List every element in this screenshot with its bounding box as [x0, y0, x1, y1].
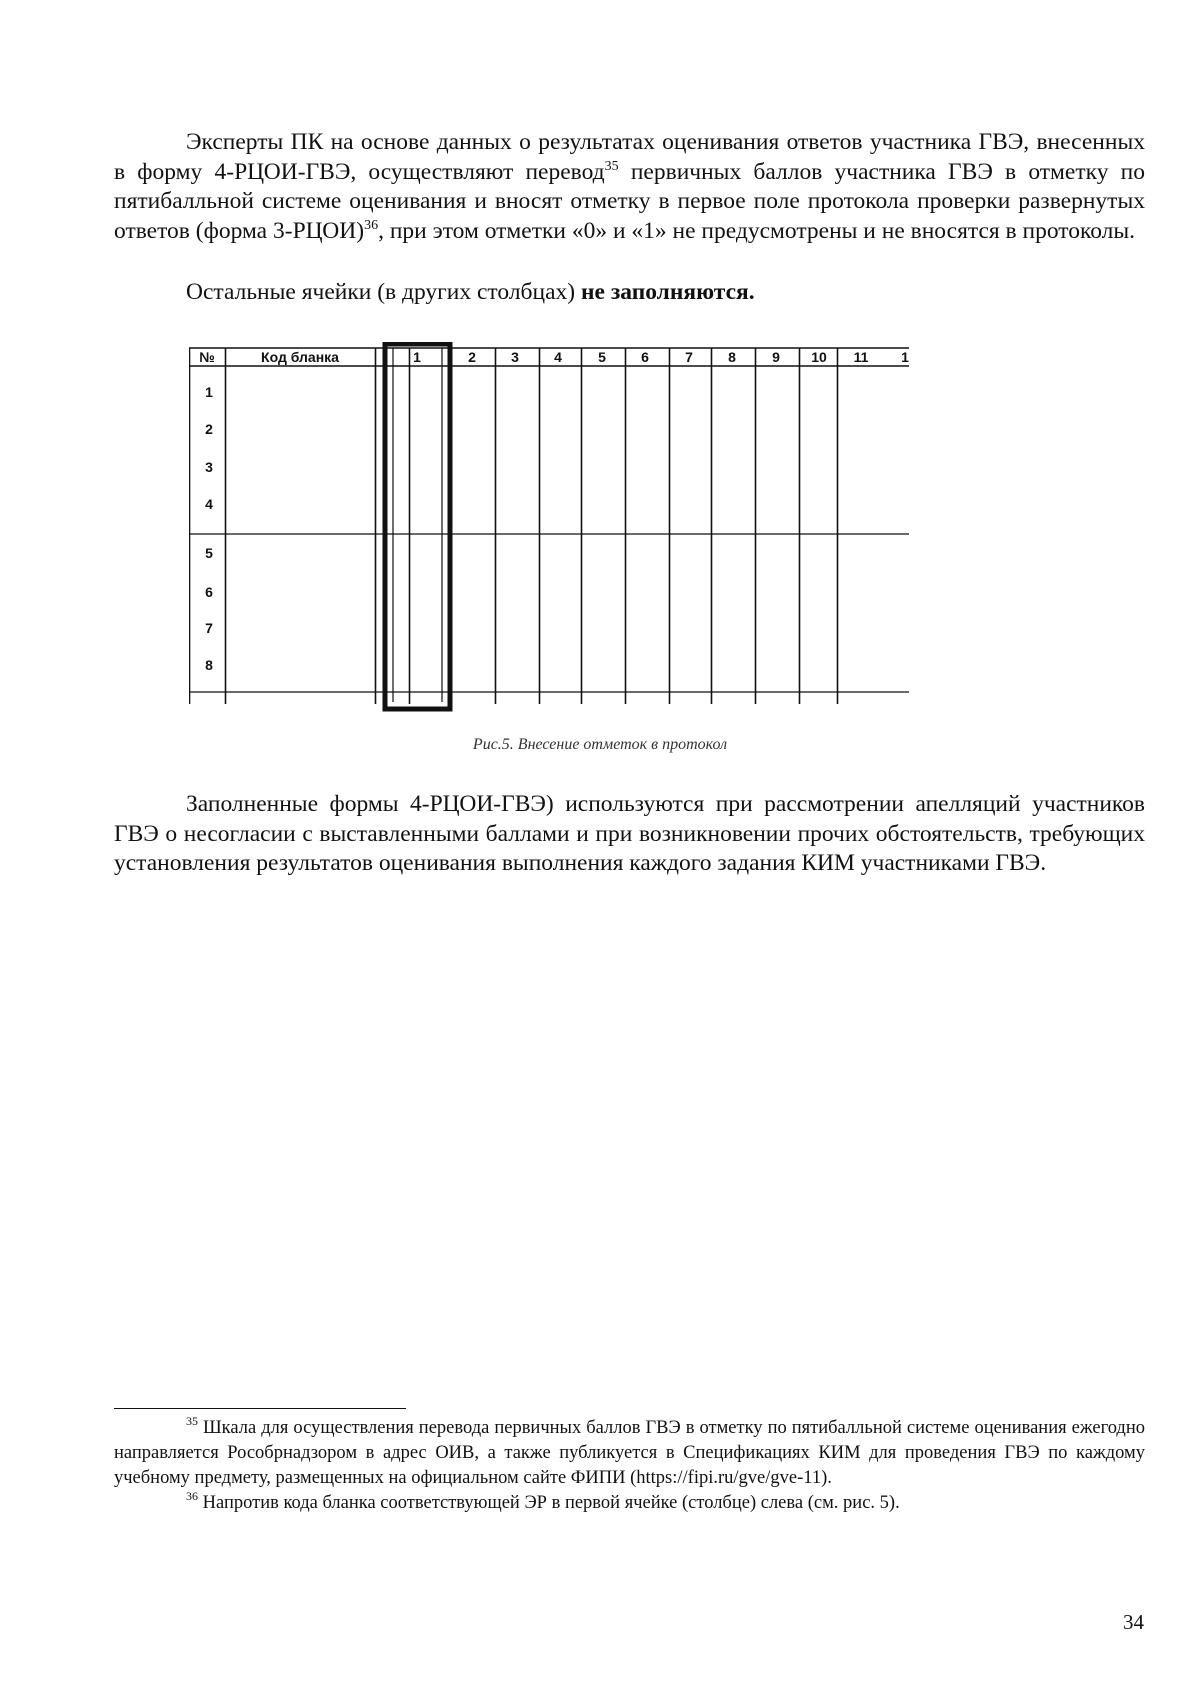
- figure-caption: Рис.5. Внесение отметок в протокол: [472, 736, 728, 753]
- row-number: 2: [205, 421, 213, 437]
- footnote-number: 36: [186, 1489, 198, 1503]
- paragraph-2: [114, 278, 1145, 308]
- row-number: 7: [205, 620, 213, 636]
- row-number: 5: [205, 545, 213, 561]
- paragraph-2-text: Остальные ячейки (в других столбцах): [186, 279, 581, 305]
- paragraph-3-text: Заполненные формы 4-РЦОИ-ГВЭ) используются при рассмотрении апелляций участников ГВЭ о несогласии с выставленными баллами и при возникновении прочих обстоятельств, требующих установления результатов оценивания выполнения каждого задания КИМ участниками ГВЭ.: [114, 791, 1145, 876]
- page-number: 34: [1123, 1610, 1144, 1634]
- column-number: 1: [413, 349, 421, 365]
- paragraph-1-text-a: Эксперты ПК на основе данных о результатах оценивания ответов участника ГВЭ, внесенных в форму 4-РЦОИ-ГВЭ, осуществляют перевод: [114, 129, 1145, 185]
- footnote-ref-35[interactable]: 35: [604, 158, 619, 174]
- footnote-text: Шкала для осуществления перевода первичных баллов ГВЭ в отметку по пятибалльной системе оценивания ежегодно направляется Рособрнадзором в адрес ОИВ, а также публикуется в Спецификациях КИМ для проведения ГВЭ по каждому учебному предмету, размещенных на официальном сайте ФИПИ (https://fipi.ru/gve/gve-11).: [114, 1418, 1145, 1488]
- paragraph-1: [114, 128, 1145, 246]
- table-grid: [189, 344, 909, 709]
- paragraph-1-text-c: , при этом отметки «0» и «1» не предусмотрены и не вносятся в протоколы.: [378, 217, 1136, 244]
- footnote-ref-36[interactable]: 36: [364, 217, 379, 233]
- column-number: 10: [811, 349, 827, 365]
- header-number: №: [199, 349, 215, 365]
- footnote-number: 35: [186, 1414, 198, 1428]
- column-number: 3: [511, 349, 519, 365]
- table-labels: [199, 349, 909, 673]
- column-number: 8: [728, 349, 736, 365]
- footnote-36: [114, 1491, 1145, 1516]
- column-number: 1: [901, 349, 909, 365]
- row-number: 6: [205, 584, 213, 600]
- footnote-35: [114, 1416, 1145, 1491]
- header-blank-code: Код бланка: [261, 349, 339, 365]
- column-number: 11: [853, 349, 869, 365]
- row-number: 3: [205, 459, 213, 475]
- column-number: 2: [468, 349, 476, 365]
- row-number: 1: [205, 384, 213, 400]
- column-number: 6: [641, 349, 649, 365]
- column-number: 9: [772, 349, 780, 365]
- column-number: 4: [554, 349, 562, 365]
- footnotes: [114, 1416, 1145, 1516]
- paragraph-3: [114, 790, 1145, 879]
- row-number: 8: [205, 657, 213, 673]
- column-number: 7: [685, 349, 693, 365]
- paragraph-1-text-b: первичных баллов участника ГВЭ в отметку по пятибалльной системе оценивания и вносят отметку в первое поле протокола проверки развернутых ответов (форма 3-РЦОИ): [114, 158, 1145, 244]
- footnote-separator: [114, 1408, 406, 1409]
- footnote-text: Напротив кода бланка соответствующей ЭР в первой ячейке (столбце) слева (см. рис. 5).: [202, 1493, 900, 1513]
- row-number: 4: [205, 496, 213, 512]
- paragraph-2-bold: не заполняются.: [580, 279, 755, 305]
- protocol-table-image: [189, 342, 909, 712]
- highlighted-column-frame: [385, 344, 450, 709]
- protocol-table-figure: [189, 342, 909, 712]
- column-number: 5: [598, 349, 606, 365]
